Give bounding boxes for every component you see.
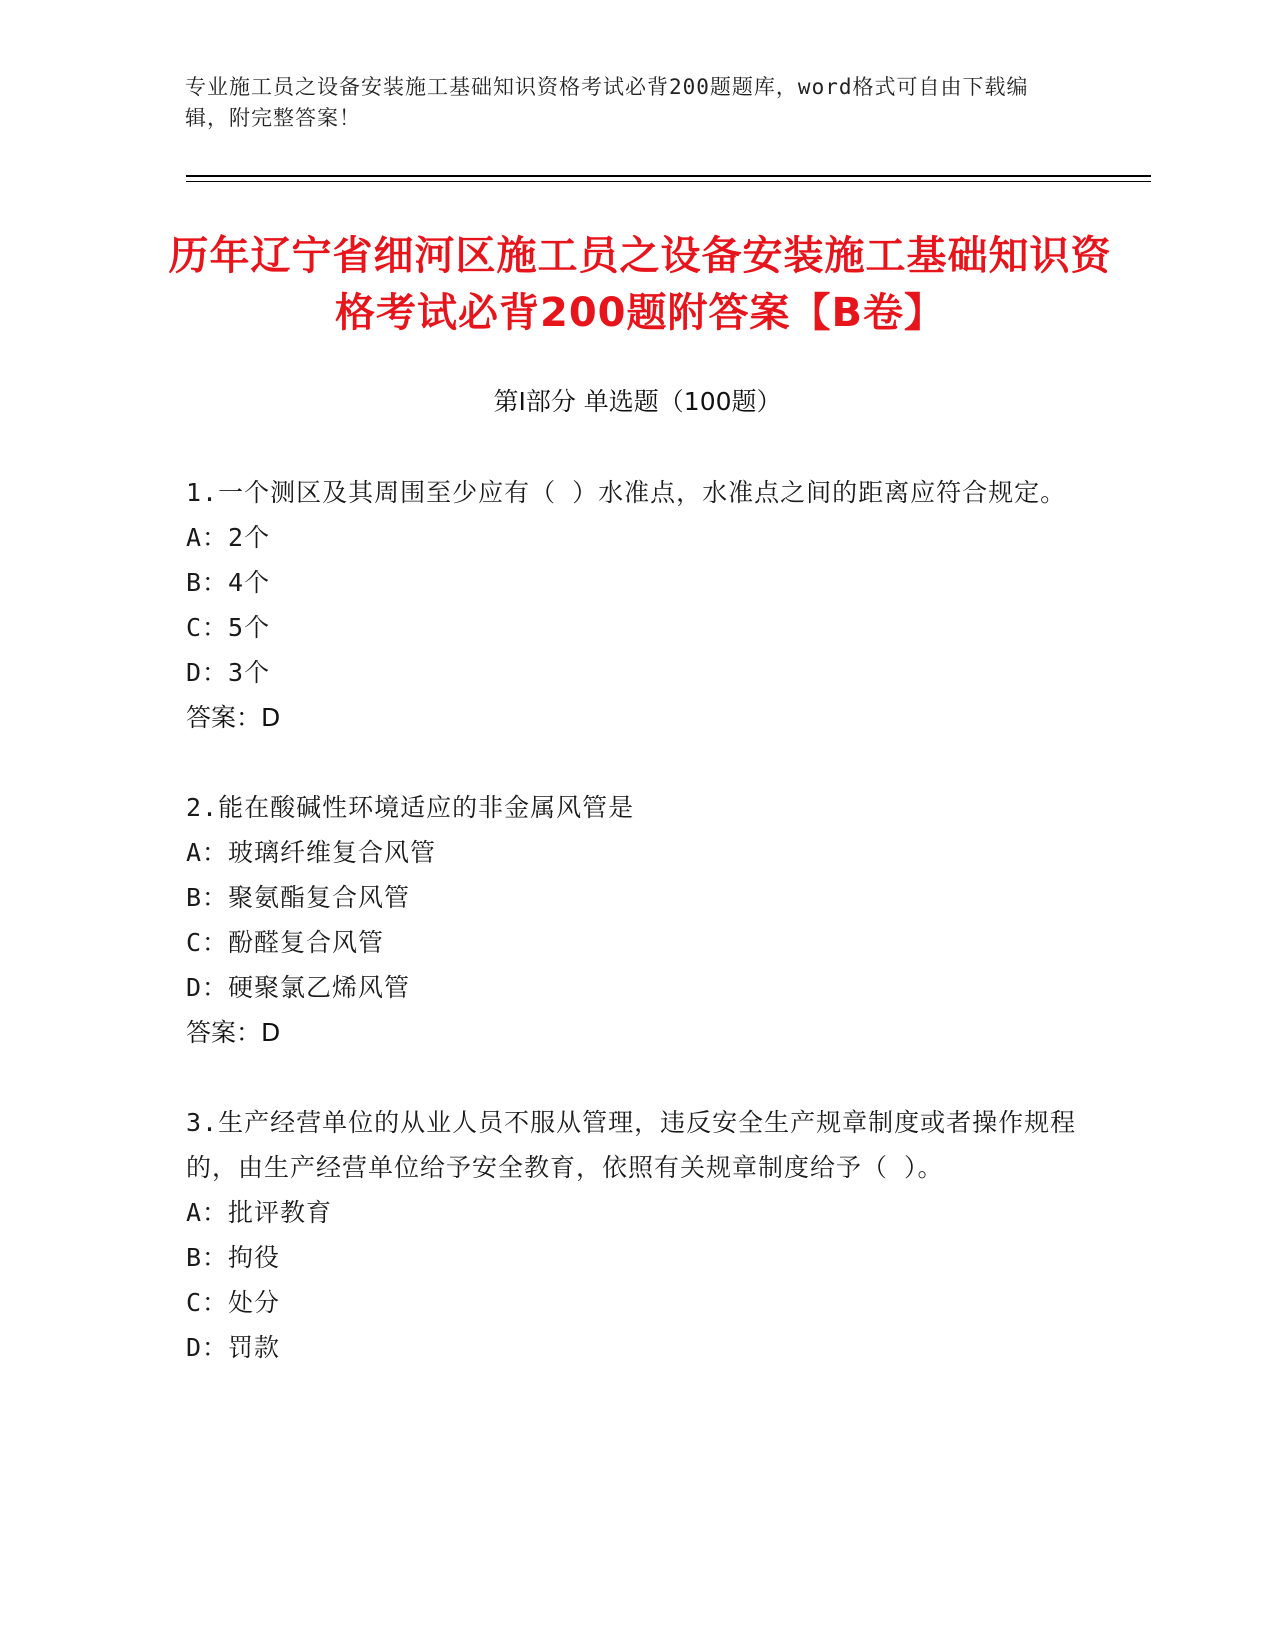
- answer: 答案：D: [186, 703, 281, 732]
- question-2: [186, 785, 1086, 1055]
- option-c: C：5个: [186, 613, 271, 642]
- option-a: A：批评教育: [186, 1198, 333, 1227]
- question-list: [186, 470, 1086, 1415]
- option-a: A：玻璃纤维复合风管: [186, 838, 437, 867]
- document-title: 历年辽宁省细河区施工员之设备安装施工基础知识资格考试必背200题附答案【B卷】: [168, 233, 1112, 336]
- question-1: [186, 470, 1086, 740]
- option-a: A：2个: [186, 523, 271, 552]
- option-b: B：聚氨酯复合风管: [186, 883, 411, 912]
- question-3: [186, 1100, 1086, 1370]
- option-b: B：4个: [186, 568, 271, 597]
- question-stem: 2.能在酸碱性环境适应的非金属风管是: [186, 793, 635, 822]
- option-c: C：酚醛复合风管: [186, 928, 385, 957]
- header-note: 专业施工员之设备安装施工基础知识资格考试必背200题题库，word格式可自由下载编辑，附完整答案！: [185, 75, 1029, 130]
- question-stem: 3.生产经营单位的从业人员不服从管理，违反安全生产规章制度或者操作规程的，由生产经营单位给予安全教育，依照有关规章制度给予（ ）。: [186, 1108, 1077, 1182]
- header-rule-thick: [186, 175, 1151, 177]
- section-heading: 第I部分 单选题（100题）: [493, 387, 782, 416]
- option-c: C：处分: [186, 1288, 281, 1317]
- option-d: D：罚款: [186, 1333, 281, 1362]
- option-d: D：3个: [186, 658, 271, 687]
- option-b: B：拘役: [186, 1243, 281, 1272]
- option-d: D：硬聚氯乙烯风管: [186, 973, 411, 1002]
- answer: 答案：D: [186, 1018, 281, 1047]
- header-rule-thin: [186, 181, 1151, 182]
- question-stem: 1.一个测区及其周围至少应有（ ）水准点，水准点之间的距离应符合规定。: [186, 478, 1067, 507]
